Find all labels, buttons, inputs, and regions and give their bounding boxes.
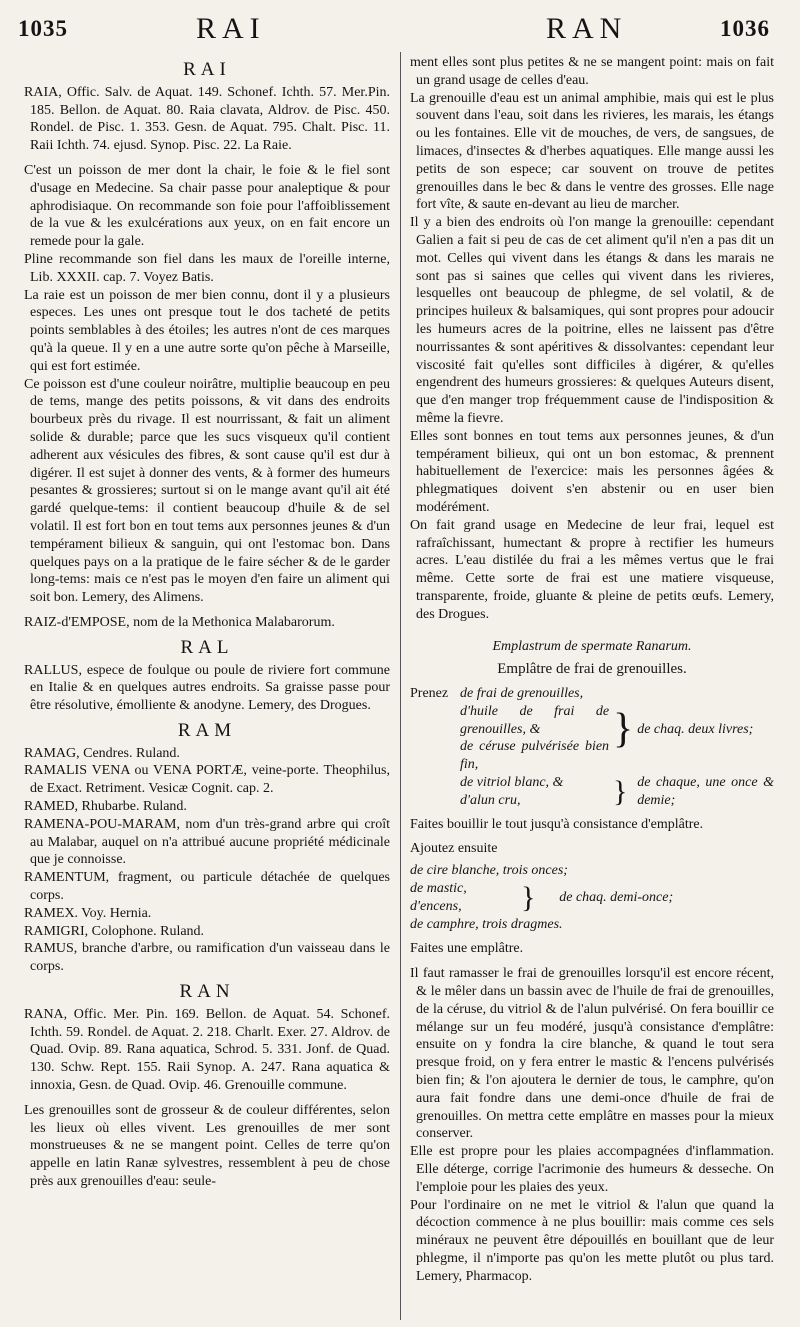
dose: de chaque, une once & demie; <box>637 775 774 808</box>
section-heading-rai: RAI <box>183 59 231 80</box>
paragraph: Elle est propre pour les plaies accompagnées d'inflammation. Elle déterge, corrige l'acrimonie des humeurs & desseche. On l'emploie pour les plaies des yeux. <box>410 1144 774 1195</box>
entry-rallus: RALLUS, espece de foulque ou poule de riviere fort commune en Italie & en quelques autres endroits. Sa graisse passe pour être résolutive, émolliente & anodyne. Lemery, des Drogues. <box>24 662 390 714</box>
paragraph: La grenouille d'eau est un animal amphibie, mais qui est le plus souvent dans l'eau, soit dans les rivieres, les marais, les étangs ou les fontaines. Elle vit de mouches, de vers, de sangsues, de limaces, d'insectes & d'herbes aquatiques. Elle mange aussi les petits de son espece; car souvent on trouve de petites grenouilles dans le bec & dans le ventre des grosses. Elle nage fort vîte, & saute en-devant au lieu de marcher. <box>410 90 774 213</box>
ingredient: de frai de grenouilles, <box>460 686 584 702</box>
paragraph: Les grenouilles sont de grosseur & de couleur différentes, selon les lieux où elles vivent. Les grenouilles de mer sont monstrueuses & ne se mangent point. Celles de terre qu'on appelle en latin Ranæ sylvestres, ressemblent à peu de chose près aux grenouilles d'eau: seule- <box>24 1102 390 1190</box>
recipe-title-latin: Emplastrum de spermate Ranarum. <box>492 638 692 654</box>
right-column <box>410 54 774 1286</box>
instruction: Ajoutez ensuite <box>410 841 498 857</box>
recipe-ingredients-1 <box>410 685 774 810</box>
entry-ramentum: RAMENTUM, fragment, ou particule détachée de quelques corps. <box>24 870 390 904</box>
paragraph: Pour l'ordinaire on ne met le vitriol & l'alun que quand la décoction commence à ne plus bouillir: mais comme ces sels minéraux ne peuvent être dépouillés en bouillant que de leur phlegme, il n'importe pas qu'on les mette plutôt ou plus tard. Lemery, Pharmacop. <box>410 1197 774 1284</box>
ingredient: de cire blanche, trois onces; <box>410 863 568 879</box>
instruction: Faites une emplâtre. <box>410 941 524 957</box>
ingredient: de camphre, trois dragmes. <box>410 916 563 932</box>
dose: de chaq. demi-once; <box>559 889 674 905</box>
entry-ramalis: RAMALIS VENA ou VENA PORTÆ, veine-porte. Theophilus, de Exact. Retriment. Vesicæ Cognit. cap. 2. <box>24 763 390 797</box>
paragraph: La raie est un poisson de mer bien connu, dont il y a plusieurs especes. Les unes ont presque tout le dos tacheté de petits points semblables à des étoiles; les autres n'ont de ces marques qu'à la queue. Il y en a une autre sorte qu'on pêche à Marseille, qui est fort estimée. <box>24 287 390 374</box>
entry-rana: RANA, Offic. Mer. Pin. 169. Bellon. de Aquat. 54. Schonef. Ichth. 59. Rondel. de Aquat. 2. 218. Charlt. Exer. 27. Aldrov. de Quad. Ovip. 89. Rana aquatica, Schrod. 5. 331. Jonf. de Quad. 130. Schw. Rept. 155. Raii Synop. A. 247. Rana aquatica & innoxia, Gesn. de Quad. Ovip. 46. Grenouille commune. <box>24 1006 390 1094</box>
entry-ramena: RAMENA-POU-MARAM, nom d'un très-grand arbre qui croît au Malabar, auquel on n'a attribué aucune propriété médicinale que je connoisse. <box>24 816 390 868</box>
ingredient: d'huile de frai de grenouilles, & <box>460 703 610 737</box>
entry-raia: RAIA, Offic. Salv. de Aquat. 149. Schonef. Ichth. 57. Mer.Pin. 185. Bellon. de Aquat. 80. Raia clavata, Aldrov. de Pisc. 450. Rondel. de Pisc. 1. 353. Gesn. de Aquat. 795. Chalt. Pisc. 11. Raii Ichth. 74. ejusd. Synop. Pisc. 22. La Raie. <box>24 84 390 154</box>
paragraph: C'est un poisson de mer dont la chair, le foie & le fiel sont d'usage en Medecine. Sa chair passe pour analeptique & pour aphrodisiaque. On recommande son foie pour l'affoiblissement de la vue & les exulcérations aux yeux, on en fait encore un remede pour la gale. <box>24 162 390 250</box>
ingredient: de mastic, <box>410 881 467 897</box>
ingredient: de vitriol blanc, & <box>460 775 564 791</box>
entry-ramigri: RAMIGRI, Colophone. Ruland. <box>24 923 205 939</box>
brace-mark: } <box>521 880 536 914</box>
prenez-label: Prenez <box>410 686 449 702</box>
section-heading-ral: RAL <box>180 636 234 658</box>
ingredient: de céruse pulvérisée bien fin, <box>460 739 610 773</box>
paragraph: On fait grand usage en Medecine de leur frai, lequel est rafraîchissant, humectant & propre à rectifier les humeurs acres. L'eau distilée du frai a les mêmes vertus que le frai même. Cette sorte de frai est une matiere visqueuse, transparente, froide, gluante & pleine de petits œufs. Lemery, des Drogues. <box>410 517 774 622</box>
paragraph-continuation: ment elles sont plus petites & ne se mangent point: mais on fait un grand usage de celles d'eau. <box>410 55 774 88</box>
page-number-left: 1035 <box>18 16 68 41</box>
entry-raiz: RAIZ-d'EMPOSE, nom de la Methonica Malabarorum. <box>24 614 335 630</box>
entry-ramex: RAMEX. Voy. Hernia. <box>24 905 152 921</box>
running-head-right: RAN <box>546 12 628 45</box>
dose: de chaq. deux livres; <box>637 721 754 737</box>
paragraph: Elles sont bonnes en tout tems aux personnes jeunes, & d'un tempérament bilieux, qui ont un bon estomac, & prennent habituellement de l'exercice: mais les personnes âgées & phlegmatiques doivent s'en abstenir ou en user bien modérément. <box>410 428 774 515</box>
page-header <box>0 0 800 52</box>
brace-mark: } <box>613 705 634 752</box>
paragraph: Il faut ramasser le frai de grenouilles lorsqu'il est encore récent, & le mêler dans un bassin avec de l'huile de frai de grenouilles, de la céruse, du vitriol & de l'alun pulvérisé. On fera bouillir ce mélange sur un feu modéré, jusqu'à consistance d'emplâtre: ensuite on y fondra la cire blanche, & quand le tout sera presque froid, on y fera entrer le mastic & l'encens pulvérisés bien fin; & l'on ajoutera le dernier de tous, le camphre, qu'on aura fait fondre dans une demi-once d'huile de frai de grenouilles. On mettra cette emplâtre en masses pour la mieux conserver. <box>410 966 774 1142</box>
ingredient: d'encens, <box>410 898 462 914</box>
brace-mark: } <box>613 774 628 808</box>
entry-ramus: RAMUS, branche d'arbre, ou ramification d'un vaisseau dans le corps. <box>24 941 390 975</box>
section-heading-ran: RAN <box>179 981 235 1003</box>
paragraph: Il y a bien des endroits où l'on mange la grenouille: cependant Galien a fait si peu de cas de cet aliment qu'il n'en a pas dit un mot. Celles qui vivent dans les étangs & dans les marais ne sont pas si saines que celles qui vivent dans les rivieres, lesquelles ont beaucoup de phlegme, de sel volatil, & de principes huileux & balsamiques, qui sont propres pour adoucir les humeurs acres de la poitrine, elles ne laissent pas d'être nourrissantes & sont apéritives & dissolvantes: cependant leur viscosité fait qu'elles sont difficiles à digérer, & qu'elles engendrent des humeurs grossieres: & quelques Auteurs disent, que d'en manger trop fréquemment cause de l'indisposition & même la fievre. <box>410 215 774 426</box>
ingredient: d'alun cru, <box>460 792 521 808</box>
left-column <box>24 54 390 1191</box>
paragraph: Ce poisson est d'une couleur noirâtre, multiplie beaucoup en peu de tems, mange des petits poissons, & vit dans des endroits bourbeux près du rivage. Il est nourrissant, & fait un aliment solide & durable; parce que les sucs visqueux qu'il contient adherent aux vésicules des fibres, & sont cause qu'il est dur à digérer. Il est sujet à donner des vents, & à former des humeurs pesantes & grossieres; surtout si on le mange avant qu'il ait été gardé quelque-tems: il contient beaucoup d'huile & de sel volatil. Il est fort bon en tout tems aux personnes jeunes & d'un tempérament bilieux & sanguin, qui ont l'estomac bon. Dans quelques pays on a la pratique de le faire sécher & de le garder long-tems: mais ce n'est pas le moyen d'en faire un aliment qui soit bon. Lemery, des Alimens. <box>24 376 390 606</box>
instruction: Faites bouillir le tout jusqu'à consistance d'emplâtre. <box>410 816 704 832</box>
recipe-title-french: Emplâtre de frai de grenouilles. <box>497 661 687 678</box>
entry-ramag: RAMAG, Cendres. Ruland. <box>24 745 180 761</box>
section-heading-ram: RAM <box>177 719 237 741</box>
page-number-right: 1036 <box>720 16 770 41</box>
column-divider <box>400 52 401 1320</box>
recipe-ingredients-2 <box>410 862 774 933</box>
paragraph: Pline recommande son fiel dans les maux de l'oreille interne, Lib. XXXII. cap. 7. Voyez Batis. <box>24 251 390 285</box>
entry-ramed: RAMED, Rhubarbe. Ruland. <box>24 799 187 815</box>
running-head-left: RAI <box>196 12 266 45</box>
